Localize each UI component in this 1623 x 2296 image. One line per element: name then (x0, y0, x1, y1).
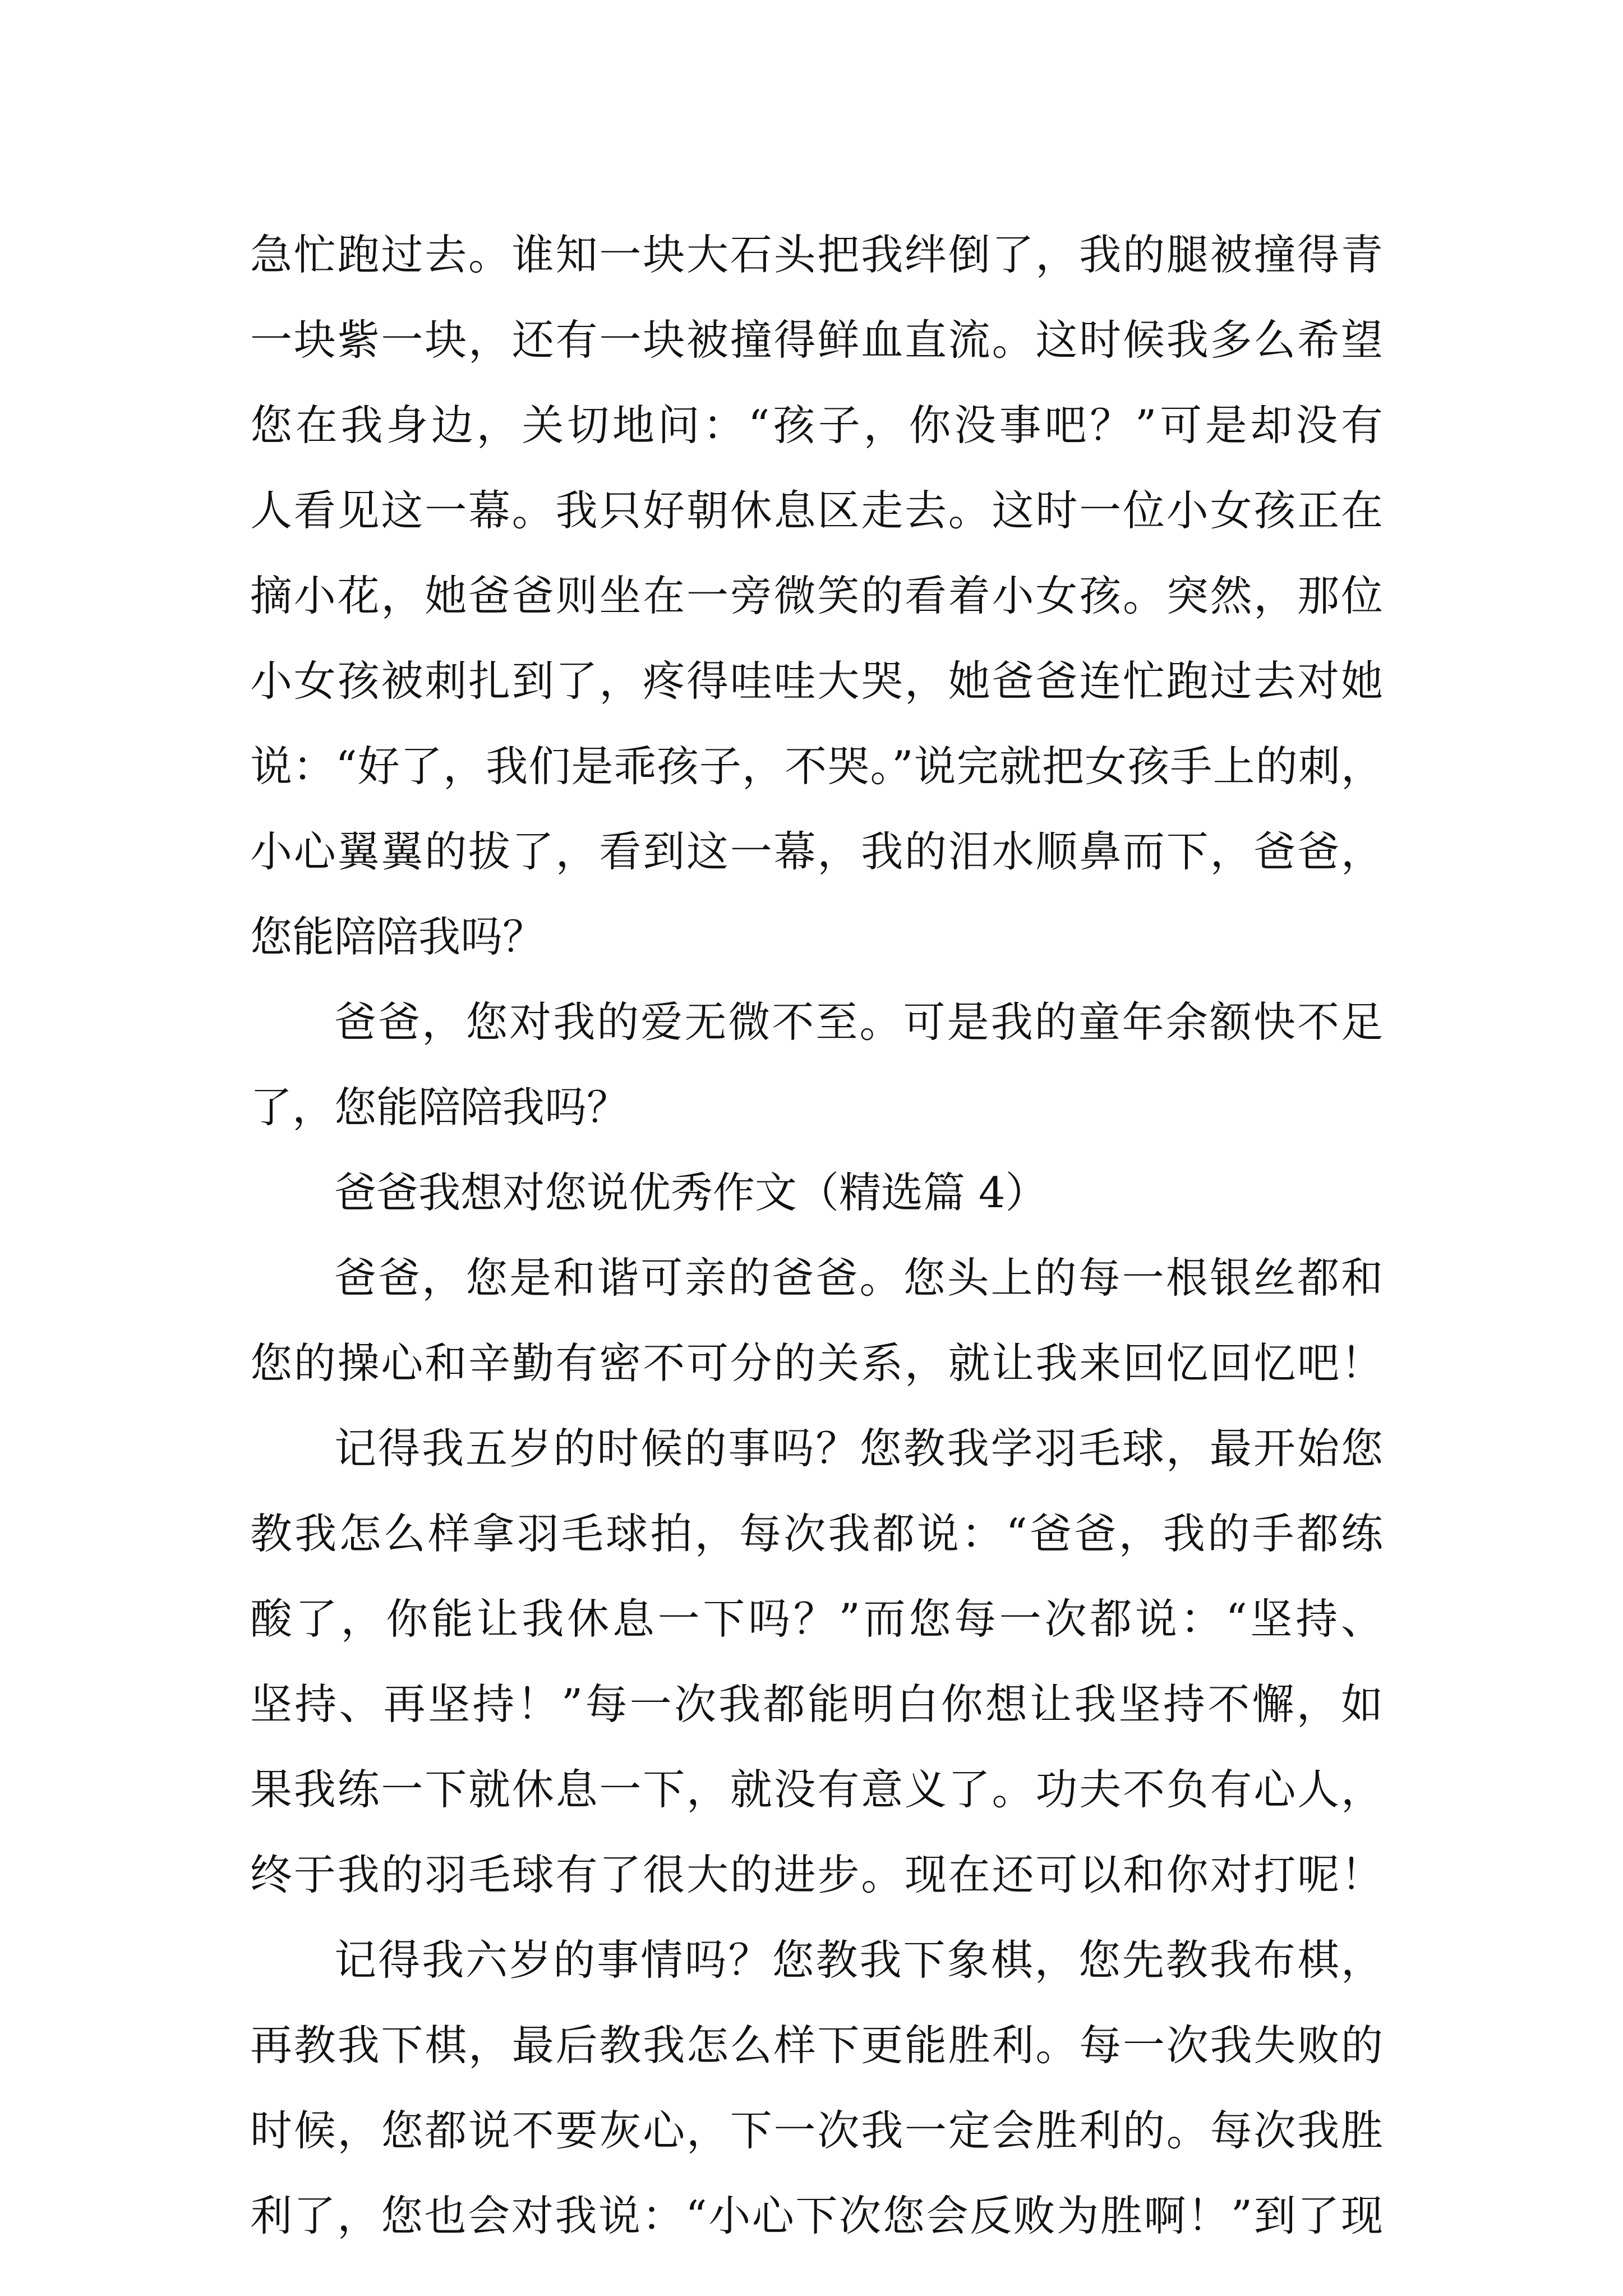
text-line: 时候，您都说不要灰心，下一次我一定会胜利的。每次我胜 (250, 2106, 1383, 2155)
text-line: 急忙跑过去。谁知一块大石头把我绊倒了，我的腿被撞得青 (250, 230, 1383, 279)
text-line: 酸了，你能让我休息一下吗？”而您每一次都说：“坚持、 (250, 1594, 1383, 1644)
text-line: 爸爸，您对我的爱无微不至。可是我的童年余额快不足 (334, 997, 1383, 1047)
section-heading: 爸爸我想对您说优秀作文（精选篇 4） (334, 1168, 1048, 1217)
text-line: 您在我身边，关切地问：“孩子，你没事吧？”可是却没有 (250, 401, 1383, 450)
text-line: 教我怎么样拿羽毛球拍，每次我都说：“爸爸，我的手都练 (250, 1509, 1383, 1558)
text-line: 利了，您也会对我说：“小心下次您会反败为胜啊！”到了现 (250, 2191, 1383, 2240)
document-body (250, 212, 1383, 2258)
text-line: 小女孩被刺扎到了，疼得哇哇大哭，她爸爸连忙跑过去对她 (250, 656, 1383, 706)
text-line: 坚持、再坚持！”每一次我都能明白你想让我坚持不懈，如 (250, 1680, 1383, 1729)
text-line: 小心翼翼的拔了，看到这一幕，我的泪水顺鼻而下，爸爸， (250, 827, 1383, 876)
text-line: 摘小花，她爸爸则坐在一旁微笑的看着小女孩。突然，那位 (250, 571, 1383, 620)
text-line: 果我练一下就休息一下，就没有意义了。功夫不负有心人， (250, 1765, 1383, 1814)
text-line: 说：“好了，我们是乖孩子，不哭。”说完就把女孩手上的刺， (250, 742, 1383, 791)
text-line: 爸爸，您是和谐可亲的爸爸。您头上的每一根银丝都和 (334, 1253, 1383, 1303)
text-line: 人看见这一幕。我只好朝休息区走去。这时一位小女孩正在 (250, 486, 1383, 535)
text-line: 了，您能陪陪我吗？ (250, 1083, 629, 1132)
text-line: 再教我下棋，最后教我怎么样下更能胜利。每一次我失败的 (250, 2021, 1383, 2070)
text-line: 记得我五岁的时候的事吗？您教我学羽毛球，最开始您 (334, 1424, 1383, 1473)
text-line: 您能陪陪我吗？ (250, 912, 545, 961)
text-line: 终于我的羽毛球有了很大的进步。现在还可以和你对打呢！ (250, 1850, 1383, 1899)
text-line: 记得我六岁的事情吗？您教我下象棋，您先教我布棋， (334, 1935, 1383, 1985)
text-line: 一块紫一块，还有一块被撞得鲜血直流。这时候我多么希望 (250, 315, 1383, 365)
text-line: 您的操心和辛勤有密不可分的关系，就让我来回忆回忆吧！ (250, 1338, 1383, 1388)
